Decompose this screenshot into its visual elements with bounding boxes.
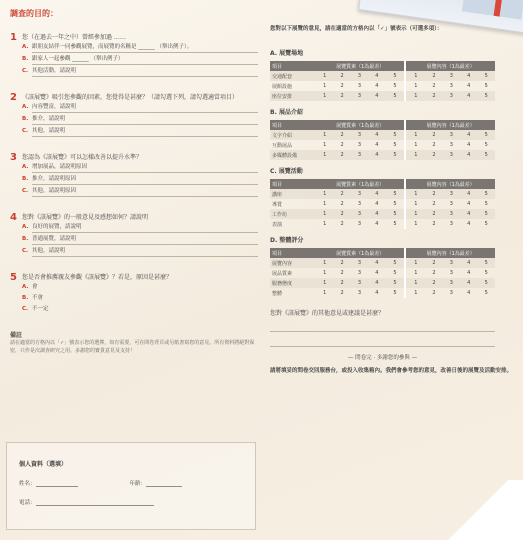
option-key: C. <box>22 248 29 254</box>
rating-cell[interactable]: 5 <box>393 201 397 207</box>
rating-cell[interactable]: 5 <box>477 189 495 199</box>
option-key: C. <box>22 128 29 134</box>
option-text: 推介，請說明原因 <box>32 175 258 185</box>
rating-cell[interactable]: 5 <box>393 221 397 227</box>
option-key: C. <box>22 68 29 74</box>
option-key: B. <box>22 295 29 301</box>
answer-option[interactable] <box>10 247 258 259</box>
rating-cell[interactable]: 1 <box>323 142 327 148</box>
answer-option[interactable] <box>10 187 258 199</box>
rating-cell[interactable]: 3 <box>357 270 362 276</box>
rating-cell[interactable]: 5 <box>484 221 488 227</box>
rating-cell[interactable]: 2 <box>340 201 344 207</box>
rating-cell[interactable]: 4 <box>375 290 379 296</box>
open-question: 您對《該展覽》的其他意見或建議是甚麼？ <box>270 310 385 317</box>
rating-cell[interactable]: 3 <box>351 130 368 140</box>
header-item: 項目 <box>270 61 316 71</box>
rating-cell[interactable]: 5 <box>477 258 495 268</box>
thanks-text: — 問卷完 · 多謝您的參與 — <box>347 355 418 361</box>
answer-option[interactable] <box>10 235 258 247</box>
rating-cell[interactable]: 1 <box>405 189 425 199</box>
rating-cell[interactable]: 4 <box>375 221 379 227</box>
right-column <box>270 24 515 376</box>
row-label: 講座 <box>270 189 316 199</box>
table-row <box>270 199 495 209</box>
rating-cell[interactable]: 1 <box>323 221 327 227</box>
question-row <box>10 153 258 163</box>
option-key: A. <box>22 44 29 50</box>
option-key: C. <box>22 188 29 194</box>
answer-option[interactable] <box>10 175 258 187</box>
rating-cell[interactable]: 1 <box>316 209 333 219</box>
rating-cell[interactable]: 5 <box>386 150 406 160</box>
rating-cell[interactable]: 5 <box>393 83 397 89</box>
rating-cell[interactable]: 5 <box>386 71 406 81</box>
rating-cell[interactable]: 4 <box>467 83 471 89</box>
rating-cell[interactable]: 4 <box>467 142 471 148</box>
rating-cell[interactable]: 2 <box>432 221 436 227</box>
rating-cell[interactable]: 2 <box>340 83 344 89</box>
rating-cell[interactable]: 2 <box>333 258 350 268</box>
question-number: 3 <box>10 152 17 163</box>
question-row <box>10 93 258 103</box>
rating-cell[interactable]: 1 <box>405 150 425 160</box>
rating-table <box>270 120 495 160</box>
question-1 <box>10 33 258 79</box>
answer-option[interactable] <box>10 103 258 115</box>
rating-cell[interactable]: 4 <box>375 201 379 207</box>
rating-table <box>270 248 495 298</box>
question-row <box>10 33 258 43</box>
table-row <box>270 278 495 288</box>
header-item: 項目 <box>270 179 316 189</box>
rating-cell[interactable]: 4 <box>368 91 385 101</box>
table-row <box>270 219 495 229</box>
rating-cell[interactable]: 4 <box>368 130 385 140</box>
rating-cell[interactable]: 2 <box>425 209 442 219</box>
row-label: 展品質素 <box>272 270 293 277</box>
table-row <box>270 258 495 268</box>
rating-cell[interactable]: 3 <box>449 221 453 227</box>
header-content: 展覽內容（1為最差） <box>405 120 495 130</box>
row-label: 導賞 <box>272 201 283 208</box>
rating-cell[interactable]: 2 <box>425 189 442 199</box>
rating-cell[interactable]: 1 <box>316 189 333 199</box>
rating-cell[interactable]: 2 <box>333 130 350 140</box>
rating-cell[interactable]: 1 <box>316 91 333 101</box>
rating-cell[interactable]: 3 <box>443 71 460 81</box>
rating-intro: 您對以下展覽的意見，請在適當的方格內以「✓」號表示（可選多項）： <box>270 26 443 32</box>
table-header-row <box>270 248 495 258</box>
rating-cell[interactable]: 1 <box>323 201 327 207</box>
header-quality: 展覽質素（1為最差） <box>316 61 405 71</box>
rating-cell[interactable]: 5 <box>386 258 406 268</box>
rating-cell[interactable]: 1 <box>323 290 327 296</box>
table-header-row <box>270 61 495 71</box>
rating-cell[interactable]: 4 <box>460 91 477 101</box>
rating-cell[interactable]: 1 <box>316 130 333 140</box>
note-heading: 備註 <box>10 332 23 339</box>
option-text: 內容豐富，請說明 <box>32 103 258 113</box>
question-text: 您是否會推薦親友參觀《該展覽》？若是，原因是甚麼？ <box>22 274 173 281</box>
personal-info-box <box>6 442 256 530</box>
table-row <box>270 288 495 298</box>
rating-cell[interactable]: 4 <box>368 278 385 288</box>
rating-cell[interactable]: 4 <box>375 142 379 148</box>
contact-row <box>19 498 255 506</box>
rating-cell[interactable]: 5 <box>477 278 495 288</box>
rating-cell[interactable]: 5 <box>393 290 397 296</box>
question-row <box>10 273 258 283</box>
rating-cell[interactable]: 2 <box>340 142 344 148</box>
section-label: B. 展品介紹 <box>270 109 303 116</box>
option-text: 推介，請說明 <box>32 115 258 125</box>
rating-cell[interactable]: 5 <box>386 189 406 199</box>
option-key: C. <box>22 306 29 312</box>
option-text: 跟家人一起參觀 ______ （舉出例子） <box>32 55 258 65</box>
rating-cell[interactable]: 5 <box>386 278 406 288</box>
rating-cell[interactable]: 3 <box>357 290 362 296</box>
open-answer-line-1[interactable] <box>270 317 495 332</box>
open-answer-line-2[interactable] <box>270 332 495 347</box>
rating-cell[interactable]: 4 <box>460 209 477 219</box>
rating-cell[interactable]: 5 <box>386 91 406 101</box>
rating-cell[interactable]: 5 <box>386 130 406 140</box>
rating-cell[interactable]: 1 <box>405 199 425 209</box>
rating-cell[interactable]: 3 <box>443 258 460 268</box>
question-number: 1 <box>10 32 17 43</box>
rating-cell[interactable]: 4 <box>467 201 471 207</box>
rating-cell[interactable]: 4 <box>460 278 477 288</box>
table-row <box>270 150 495 160</box>
rating-cell[interactable]: 3 <box>443 278 460 288</box>
table-row <box>270 81 495 91</box>
rating-cell[interactable]: 5 <box>477 91 495 101</box>
answer-option[interactable] <box>10 223 258 235</box>
rating-cell[interactable]: 3 <box>357 83 362 89</box>
option-key: B. <box>22 236 29 242</box>
row-label: 交通配套 <box>270 71 316 81</box>
rating-cell[interactable]: 2 <box>425 71 442 81</box>
question-number: 4 <box>10 212 17 223</box>
row-label: 多媒體設備 <box>270 150 316 160</box>
rating-cell[interactable]: 5 <box>484 290 488 296</box>
rating-cell[interactable]: 5 <box>477 150 495 160</box>
survey-title: 調查的目的： <box>10 9 58 18</box>
option-text: 良好的展覽，請說明 <box>32 223 258 233</box>
rating-cell[interactable]: 3 <box>357 221 362 227</box>
question-4 <box>10 213 258 259</box>
rating-cell[interactable]: 1 <box>323 270 327 276</box>
question-number: 5 <box>10 272 17 283</box>
option-key: A. <box>22 224 29 230</box>
question-row <box>10 213 258 223</box>
rating-cell[interactable]: 1 <box>316 71 333 81</box>
answer-option[interactable] <box>10 283 258 294</box>
answer-option[interactable] <box>10 67 258 79</box>
rating-cell[interactable]: 5 <box>484 83 488 89</box>
rating-sections <box>270 48 515 298</box>
table-row <box>270 268 495 278</box>
rating-cell[interactable]: 1 <box>405 91 425 101</box>
option-text: 增加展品，請說明原因 <box>32 163 258 173</box>
rating-cell[interactable]: 3 <box>449 83 453 89</box>
section-label: C. 展覽活動 <box>270 168 303 175</box>
header-quality: 展覽質素（1為最差） <box>316 120 405 130</box>
rating-table <box>270 61 495 101</box>
header-content: 展覽內容（1為最差） <box>405 248 495 258</box>
rating-cell[interactable]: 5 <box>477 71 495 81</box>
rating-cell[interactable]: 4 <box>460 189 477 199</box>
section-label: D. 整體評分 <box>270 237 304 244</box>
left-column <box>10 6 258 355</box>
rating-cell[interactable]: 3 <box>351 189 368 199</box>
rating-cell[interactable]: 5 <box>477 130 495 140</box>
age-label: 年齡： <box>129 481 147 487</box>
answer-option[interactable] <box>10 163 258 175</box>
rating-cell[interactable]: 2 <box>333 150 350 160</box>
clipboard-band <box>462 0 523 20</box>
rating-cell[interactable]: 1 <box>405 209 425 219</box>
question-3 <box>10 153 258 199</box>
rating-cell[interactable]: 4 <box>460 130 477 140</box>
rating-cell[interactable]: 3 <box>351 278 368 288</box>
rating-cell[interactable]: 3 <box>351 258 368 268</box>
rating-cell[interactable]: 4 <box>460 258 477 268</box>
rating-cell[interactable]: 1 <box>323 83 327 89</box>
option-text: 其他活動，請說明 <box>32 67 258 77</box>
rating-cell[interactable]: 4 <box>368 258 385 268</box>
question-text: 《該展覽》吸引您參觀的因素，您覺得是甚麼？（請勾選下列，請勾選適當項目） <box>22 94 239 101</box>
rating-cell[interactable]: 1 <box>405 288 425 298</box>
rating-cell[interactable]: 2 <box>432 201 436 207</box>
rating-cell[interactable]: 4 <box>368 209 385 219</box>
rating-cell[interactable]: 2 <box>432 83 436 89</box>
rating-cell[interactable]: 1 <box>405 140 425 150</box>
header-item: 項目 <box>270 248 316 258</box>
table-header-row <box>270 179 495 189</box>
rating-cell[interactable]: 3 <box>443 130 460 140</box>
option-text: 跟朋友結伴一同參觀展覽，而展覽的名稱是 ______ （舉出例子）。 <box>32 43 258 53</box>
option-key: B. <box>22 176 29 182</box>
row-label: 文字介紹 <box>270 130 316 140</box>
rating-cell[interactable]: 3 <box>443 209 460 219</box>
rating-cell[interactable]: 5 <box>393 142 397 148</box>
rating-cell[interactable]: 4 <box>467 270 471 276</box>
answer-option[interactable] <box>10 55 258 67</box>
option-text: 不會 <box>32 295 44 301</box>
rating-cell[interactable]: 1 <box>405 258 425 268</box>
rating-cell[interactable]: 1 <box>316 278 333 288</box>
table-row <box>270 140 495 150</box>
row-label: 展館設施 <box>272 83 293 90</box>
rating-cell[interactable]: 5 <box>393 270 397 276</box>
rating-cell[interactable]: 3 <box>357 201 362 207</box>
table-row <box>270 71 495 81</box>
question-5 <box>10 273 258 316</box>
rating-cell[interactable]: 3 <box>449 142 453 148</box>
table-row <box>270 91 495 101</box>
row-label: 座位安排 <box>270 91 316 101</box>
rating-cell[interactable]: 4 <box>368 150 385 160</box>
rating-cell[interactable]: 2 <box>432 142 436 148</box>
question-text: 您（在過去一年之中）曾經參加過 …… <box>22 34 126 41</box>
answer-option[interactable] <box>10 127 258 139</box>
rating-cell[interactable]: 3 <box>449 201 453 207</box>
rating-cell[interactable]: 2 <box>333 209 350 219</box>
header-content: 展覽內容（1為最差） <box>405 61 495 71</box>
option-key: A. <box>22 284 29 290</box>
option-text: 普通展覽，請說明 <box>32 235 258 245</box>
question-list <box>10 33 258 316</box>
rating-cell[interactable]: 2 <box>425 278 442 288</box>
rating-cell[interactable]: 4 <box>368 71 385 81</box>
table-header-row <box>270 120 495 130</box>
answer-option[interactable] <box>10 115 258 127</box>
option-key: B. <box>22 116 29 122</box>
header-content: 展覽內容（1為最差） <box>405 179 495 189</box>
rating-cell[interactable]: 5 <box>484 270 488 276</box>
row-label: 表演 <box>272 221 283 228</box>
rating-cell[interactable]: 2 <box>340 290 344 296</box>
rating-cell[interactable]: 2 <box>432 290 436 296</box>
rating-cell[interactable]: 3 <box>443 91 460 101</box>
rating-cell[interactable]: 3 <box>449 290 453 296</box>
option-text: 不一定 <box>32 306 49 312</box>
header-item: 項目 <box>270 120 316 130</box>
option-text: 會 <box>32 284 38 290</box>
option-key: A. <box>22 104 29 110</box>
rating-cell[interactable]: 3 <box>351 91 368 101</box>
rating-cell[interactable]: 4 <box>375 83 379 89</box>
rating-cell[interactable]: 1 <box>405 219 425 229</box>
question-text: 您認為《該展覽》可以怎樣改善以提升水準？ <box>22 154 143 161</box>
row-label: 服務態度 <box>270 278 316 288</box>
rating-cell[interactable]: 2 <box>425 91 442 101</box>
name-label: 姓名： <box>19 481 36 487</box>
rating-cell[interactable]: 5 <box>477 209 495 219</box>
rating-cell[interactable]: 4 <box>460 150 477 160</box>
rating-cell[interactable]: 2 <box>432 270 436 276</box>
rating-cell[interactable]: 5 <box>386 209 406 219</box>
table-row <box>270 189 495 199</box>
rating-cell[interactable]: 4 <box>467 221 471 227</box>
rating-cell[interactable]: 4 <box>467 290 471 296</box>
rating-cell[interactable]: 2 <box>340 221 344 227</box>
rating-cell[interactable]: 2 <box>333 189 350 199</box>
row-label: 工作坊 <box>270 209 316 219</box>
answer-option[interactable] <box>10 294 258 305</box>
option-text: 其他，請說明 <box>32 247 258 257</box>
rating-cell[interactable]: 3 <box>351 150 368 160</box>
note-text: 請在適當的方格內以「✓」號表示您的選擇，如有需要，可在問卷背頁或另紙書寫您的意見。所有資料將絕對保密，只作是次調查研究之用。多謝您的寶貴意見及支持！ <box>10 340 255 354</box>
page-fold <box>433 480 523 540</box>
rating-cell[interactable]: 1 <box>405 268 425 278</box>
question-number: 2 <box>10 92 17 103</box>
rating-cell[interactable]: 1 <box>405 71 425 81</box>
rating-cell[interactable]: 4 <box>375 270 379 276</box>
name-field[interactable] <box>36 479 78 487</box>
rating-cell[interactable]: 3 <box>351 209 368 219</box>
rating-cell[interactable]: 2 <box>425 150 442 160</box>
rating-table <box>270 179 495 229</box>
contact-label: 電話： <box>19 500 36 506</box>
option-key: B. <box>22 56 29 62</box>
option-key: A. <box>22 164 29 170</box>
rating-cell[interactable]: 4 <box>368 189 385 199</box>
question-2 <box>10 93 258 139</box>
rating-cell[interactable]: 2 <box>340 270 344 276</box>
header-quality: 展覽質素（1為最差） <box>316 179 405 189</box>
rating-cell[interactable]: 3 <box>443 150 460 160</box>
row-label: 展覽內容 <box>270 258 316 268</box>
option-text: 其他，請說明 <box>32 127 258 137</box>
rating-cell[interactable]: 1 <box>316 150 333 160</box>
table-row <box>270 130 495 140</box>
rating-cell[interactable]: 1 <box>405 278 425 288</box>
section-label: A. 展覽場地 <box>270 50 304 57</box>
rating-cell[interactable]: 4 <box>460 71 477 81</box>
name-age-row <box>19 479 255 487</box>
table-row <box>270 209 495 219</box>
rating-cell[interactable]: 3 <box>351 71 368 81</box>
rating-cell[interactable]: 1 <box>316 258 333 268</box>
age-field[interactable] <box>146 479 182 487</box>
row-label: 整體 <box>272 290 283 297</box>
rating-cell[interactable]: 2 <box>333 71 350 81</box>
rating-cell[interactable]: 5 <box>484 142 488 148</box>
question-text: 您對《該展覽》的一般意見及感想如何？請說明 <box>22 214 149 221</box>
rating-cell[interactable]: 3 <box>449 270 453 276</box>
rating-cell[interactable]: 1 <box>405 81 425 91</box>
closing-text: 請將填妥的問卷交回服務台，或投入收集箱內。我們會參考您的意見，改善日後的展覽及活動安排。 <box>270 368 513 374</box>
personal-info-title: 個人資料（選填） <box>19 461 68 468</box>
contact-field[interactable] <box>36 498 154 506</box>
answer-option[interactable] <box>10 43 258 55</box>
answer-option[interactable] <box>10 305 258 316</box>
header-quality: 展覽質素（1為最差） <box>316 248 405 258</box>
row-label: 互動展品 <box>272 142 293 149</box>
rating-cell[interactable]: 2 <box>425 130 442 140</box>
rating-cell[interactable]: 2 <box>333 91 350 101</box>
rating-cell[interactable]: 2 <box>333 278 350 288</box>
rating-cell[interactable]: 3 <box>357 142 362 148</box>
rating-cell[interactable]: 2 <box>425 258 442 268</box>
rating-cell[interactable]: 5 <box>484 201 488 207</box>
rating-cell[interactable]: 1 <box>405 130 425 140</box>
rating-cell[interactable]: 3 <box>443 189 460 199</box>
option-text: 其他，請說明原因 <box>32 187 258 197</box>
